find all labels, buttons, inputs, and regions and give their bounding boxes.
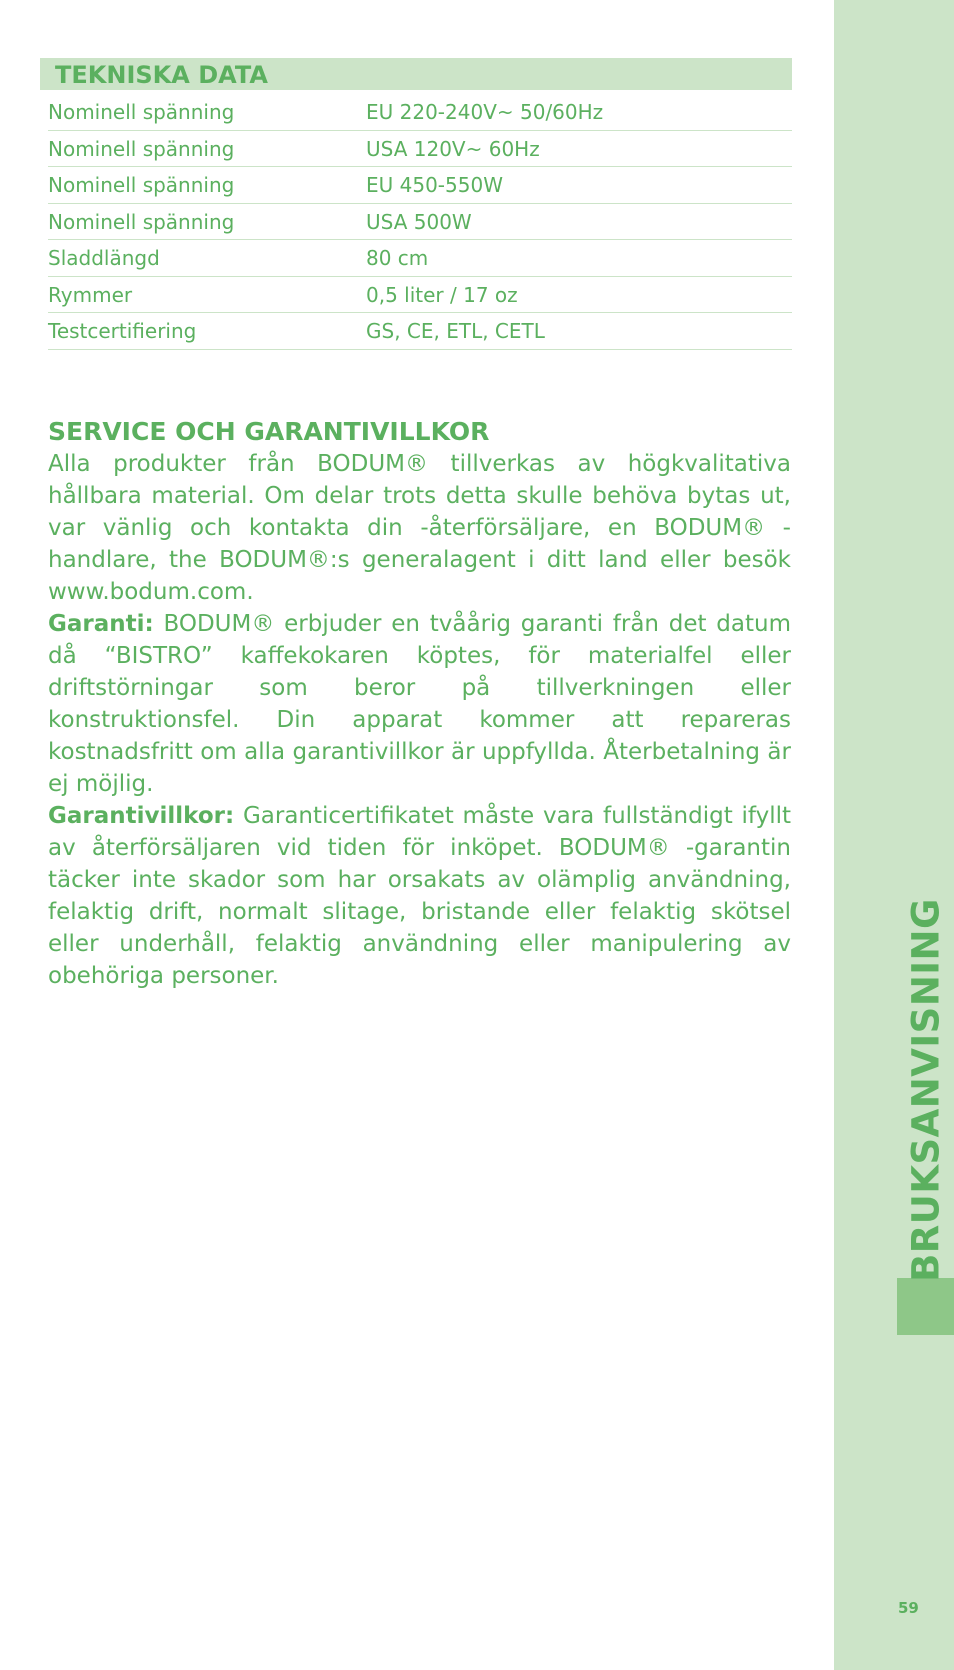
tech-key: Nominell spänning	[48, 209, 235, 234]
tech-value: EU 220-240V~ 50/60Hz	[366, 100, 604, 124]
tech-value: USA 500W	[366, 209, 472, 234]
conditions-label: Garantivillkor:	[48, 803, 235, 829]
sidebar-title: BRUKSANVISNING	[904, 898, 948, 1282]
service-title: SERVICE OCH GARANTIVILLKOR	[48, 417, 490, 446]
tech-data-table	[48, 94, 792, 350]
warranty-paragraph	[48, 608, 791, 800]
sidebar-tab-marker	[897, 1278, 954, 1335]
conditions-text: Garanticertifikatet måste vara fullständigt ifyllt av återförsäljaren vid tiden för inköpet. BODUM® -garantin täcker inte skador som har orsakats av olämplig användning, felaktig drift, normalt slitage, bristande eller felaktig skötsel eller underhåll, felaktig användning eller manipulering av obehöriga personer.	[48, 803, 791, 989]
tech-key: Sladdlängd	[48, 246, 160, 270]
tech-row	[48, 204, 792, 241]
tech-data-header	[40, 58, 792, 90]
tech-row	[48, 131, 792, 168]
tech-value: 80 cm	[366, 246, 429, 270]
tech-key: Nominell spänning	[48, 173, 235, 197]
tech-row	[48, 240, 792, 277]
tech-row	[48, 94, 792, 131]
service-intro: Alla produkter från BODUM® tillverkas av högkvalitativa hållbara material. Om delar trots detta skulle behöva bytas ut, var vänlig och kontakta din -återförsäljare, en BODUM® -handlare, the BODUM®:s generalagent i ditt land eller besök www.bodum.com.	[48, 451, 791, 605]
tech-key: Nominell spänning	[48, 136, 235, 161]
tech-row	[48, 277, 792, 314]
tech-data-title: TEKNISKA DATA	[55, 61, 268, 89]
tech-key: Rymmer	[48, 282, 133, 307]
tech-value: USA 120V~ 60Hz	[366, 136, 540, 161]
tech-row	[48, 167, 792, 204]
tech-value: 0,5 liter / 17 oz	[366, 282, 518, 307]
tech-key: Nominell spänning	[48, 100, 235, 124]
warranty-label: Garanti:	[48, 611, 154, 637]
tech-key: Testcertifiering	[48, 319, 197, 343]
warranty-text: BODUM® erbjuder en tvåårig garanti från det datum då “BISTRO” kaffekokaren köptes, för materialfel eller driftstörningar som beror på tillverkningen eller konstruktionsfel. Din apparat kommer att repareras kostnadsfritt om alla garantivillkor är uppfyllda. Återbetalning är ej möjlig.	[48, 611, 791, 797]
conditions-paragraph	[48, 800, 791, 992]
service-section	[48, 416, 791, 992]
tech-row	[48, 313, 792, 350]
tech-value: GS, CE, ETL, CETL	[366, 319, 545, 343]
sidebar-band	[834, 0, 954, 1670]
tech-value: EU 450-550W	[366, 173, 503, 197]
page-number: 59	[898, 1599, 919, 1617]
